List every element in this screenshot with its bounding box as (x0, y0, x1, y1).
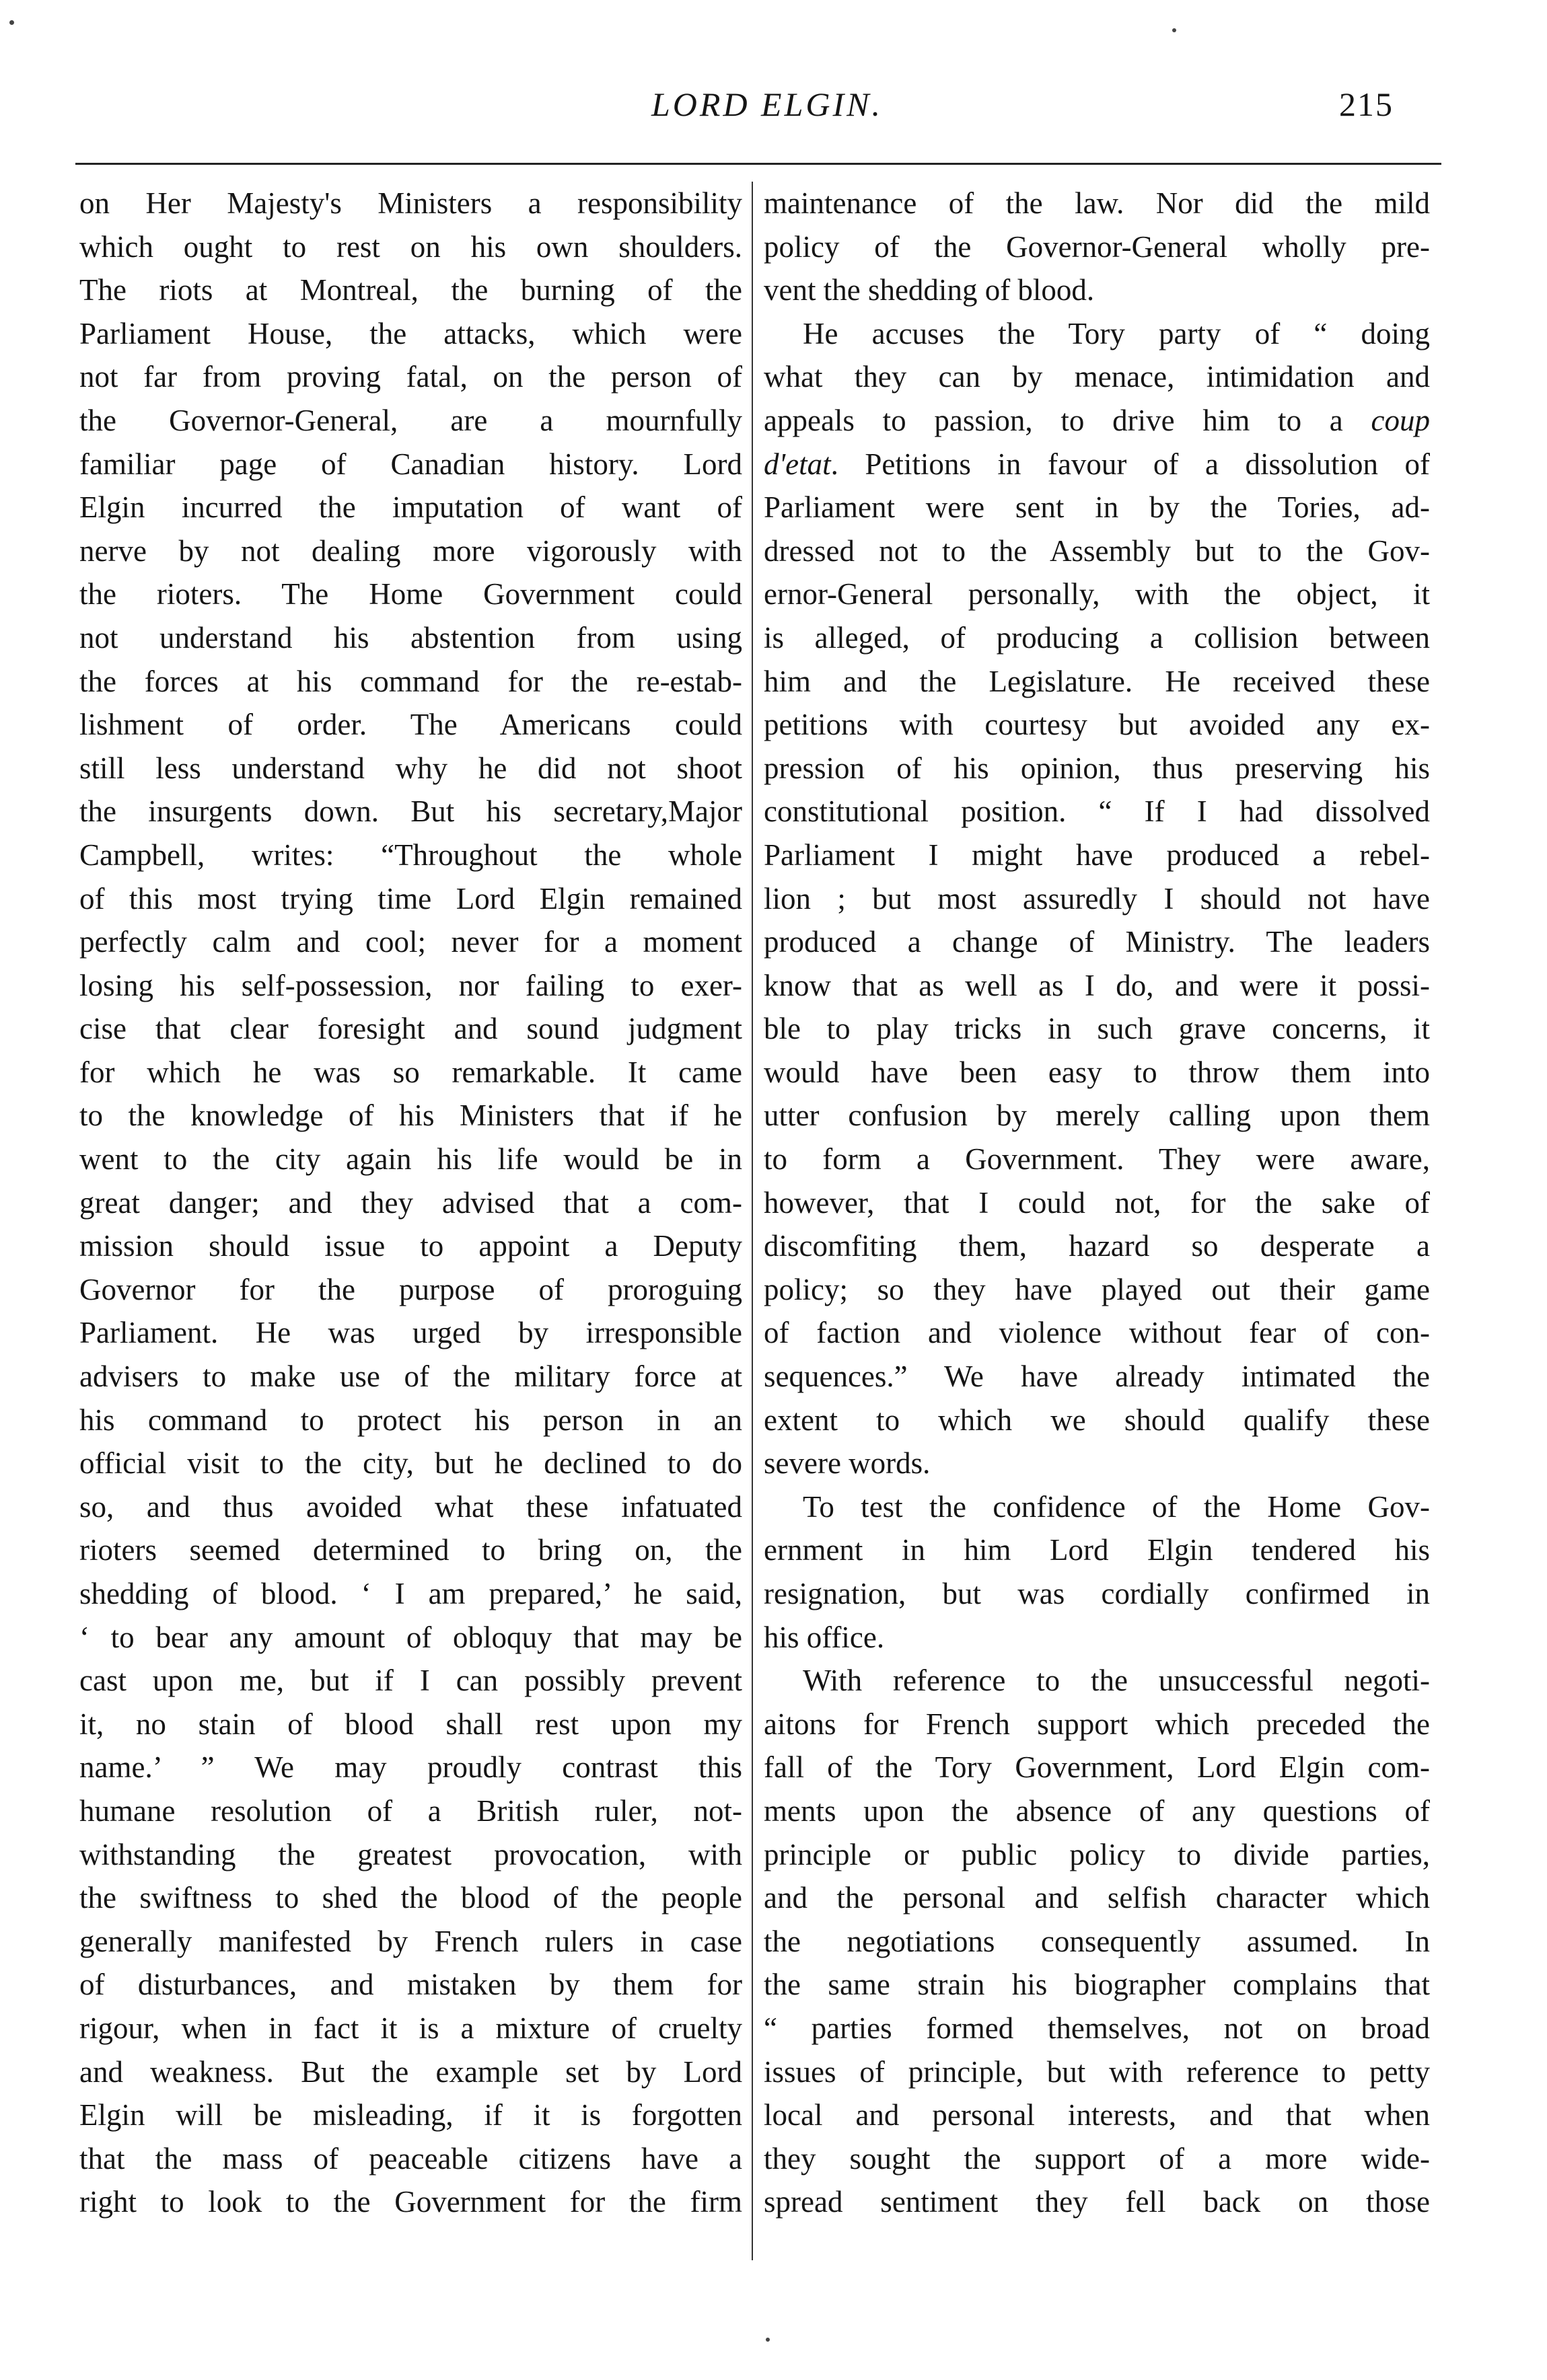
text-line: still less understand why he did not shoot (79, 751, 742, 785)
text-line: official visit to the city, but he declined to do (79, 1446, 742, 1481)
text-line: and weakness. But the example set by Lord (79, 2054, 742, 2089)
header-rule (75, 163, 1441, 165)
text-line: rigour, when in fact it is a mixture of cruelty (79, 2011, 742, 2045)
text-line: of faction and violence without fear of con- (764, 1316, 1430, 1350)
text-line: they sought the support of a more wide- (764, 2141, 1430, 2176)
left-column (79, 182, 742, 2224)
text-line: utter confusion by merely calling upon them (764, 1099, 1430, 1133)
text-line: ernment in him Lord Elgin tendered his (764, 1533, 1430, 1567)
text-line: petitions with courtesy but avoided any ex- (764, 708, 1430, 742)
text-line: constitutional position. “ If I had dissolved (764, 794, 1430, 829)
text-line: Campbell, writes: “Throughout the whole (79, 838, 742, 872)
text-line: losing his self-possession, nor failing to exer- (79, 968, 742, 1002)
text-line: dressed not to the Assembly but to the Gov- (764, 533, 1430, 568)
text-line: Elgin will be misleading, if it is forgotten (79, 2098, 742, 2132)
text-line: the Governor-General, are a mournfully (79, 403, 742, 437)
text-line: issues of principle, but with reference to petty (764, 2054, 1430, 2089)
text-line: of disturbances, and mistaken by them for (79, 1968, 742, 2002)
text-line: great danger; and they advised that a com- (79, 1185, 742, 1220)
text-line: ble to play tricks in such grave concerns, it (764, 1012, 1430, 1046)
text-line: principle or public policy to divide parties, (764, 1837, 1430, 1871)
text-line: of this most trying time Lord Elgin remained (79, 881, 742, 916)
text-line: lion ; but most assuredly I should not have (764, 881, 1430, 916)
print-speck (9, 20, 14, 25)
text-line: his command to protect his person in an (79, 1403, 742, 1437)
italic-phrase: coup (1371, 403, 1430, 437)
text-line: name.’ ” We may proudly contrast this (79, 1750, 742, 1785)
text-line: to form a Government. They were aware, (764, 1142, 1430, 1177)
text-line: right to look to the Government for the firm (79, 2185, 742, 2219)
text-line: Parliament I might have produced a rebel- (764, 838, 1430, 872)
text-line: that the mass of peaceable citizens have a (79, 2141, 742, 2176)
text-line: maintenance of the law. Nor did the mild (764, 186, 1430, 220)
page-number: 215 (1339, 85, 1394, 123)
text-line: perfectly calm and cool; never for a moment (79, 925, 742, 959)
text-line: spread sentiment they fell back on those (764, 2185, 1430, 2219)
text-line: the insurgents down. But his secretary,Major (79, 794, 742, 829)
text-line: With reference to the unsuccessful negoti- (803, 1664, 1430, 1698)
text-line: the rioters. The Home Government could (79, 577, 742, 611)
text-line: fall of the Tory Government, Lord Elgin com- (764, 1750, 1430, 1785)
right-column (764, 182, 1430, 2224)
text-line: would have been easy to throw them into (764, 1055, 1430, 1089)
text-line: produced a change of Ministry. The leaders (764, 925, 1430, 959)
text-line: advisers to make use of the military force at (79, 1360, 742, 1394)
text-line: lishment of order. The Americans could (79, 708, 742, 742)
text-line: rioters seemed determined to bring on, the (79, 1533, 742, 1567)
text-line: discomfiting them, hazard so desperate a (764, 1229, 1430, 1263)
text-line: Elgin incurred the imputation of want of (79, 490, 742, 525)
text-line: Governor for the purpose of proroguing (79, 1272, 742, 1306)
text-line: withstanding the greatest provocation, with (79, 1837, 742, 1871)
text-line: To test the confidence of the Home Gov- (803, 1489, 1430, 1524)
italic-phrase: d'etat (764, 447, 831, 481)
text-line: it, no stain of blood shall rest upon my (79, 1707, 742, 1741)
text-line: appeals to passion, to drive him to a coup (764, 403, 1430, 437)
text-line: so, and thus avoided what these infatuated (79, 1489, 742, 1524)
text-line: vent the shedding of blood. (764, 273, 1095, 307)
text-line: what they can by menace, intimidation and (764, 360, 1430, 394)
text-line: nerve by not dealing more vigorously with (79, 533, 742, 568)
text-line: aitons for French support which preceded the (764, 1707, 1430, 1741)
text-line: Parliament House, the attacks, which were (79, 316, 742, 350)
text-line: policy; so they have played out their game (764, 1272, 1430, 1306)
text-line: Parliament were sent in by the Tories, ad- (764, 490, 1430, 525)
text-line: ernor-General personally, with the object, it (764, 577, 1430, 611)
text-line: severe words. (764, 1446, 931, 1481)
running-title: LORD ELGIN. (651, 85, 884, 123)
text-line: resignation, but was cordially confirmed in (764, 1577, 1430, 1610)
text-line: the negotiations consequently assumed. In (764, 1924, 1430, 1958)
text-line: on Her Majesty's Ministers a responsibility (79, 186, 742, 220)
text-line: Parliament. He was urged by irresponsible (79, 1316, 742, 1350)
text-line: “ parties formed themselves, not on broad (764, 2011, 1430, 2045)
text-line: the forces at his command for the re-estab- (79, 664, 742, 698)
text-line: He accuses the Tory party of “ doing (803, 316, 1430, 350)
text-line: and the personal and selfish character which (764, 1881, 1430, 1915)
print-speck (766, 2338, 770, 2342)
text-line: which ought to rest on his own shoulders. (79, 229, 742, 264)
text-line: him and the Legislature. He received these (764, 664, 1430, 698)
text-line: cast upon me, but if I can possibly prevent (79, 1664, 742, 1698)
text-line: ‘ to bear any amount of obloquy that may be (79, 1620, 742, 1654)
text-line: mission should issue to appoint a Deputy (79, 1229, 742, 1263)
text-line: shedding of blood. ‘ I am prepared,’ he said, (79, 1577, 742, 1610)
running-head (0, 79, 1547, 133)
text-line: familiar page of Canadian history. Lord (79, 447, 742, 481)
text-line: ments upon the absence of any questions of (764, 1793, 1430, 1828)
text-line: humane resolution of a British ruler, not- (79, 1793, 742, 1828)
text-line: extent to which we should qualify these (764, 1403, 1430, 1437)
text-line: d'etat. Petitions in favour of a dissolution of (764, 447, 1430, 481)
text-line: policy of the Governor-General wholly pre- (764, 229, 1430, 264)
text-line: to the knowledge of his Ministers that if he (79, 1099, 742, 1133)
text-line: his office. (764, 1620, 885, 1654)
text-line: the same strain his biographer complains that (764, 1968, 1430, 2002)
text-line: The riots at Montreal, the burning of the (79, 273, 742, 307)
text-line: local and personal interests, and that when (764, 2098, 1430, 2132)
text-line: pression of his opinion, thus preserving his (764, 751, 1430, 785)
column-divider (752, 182, 753, 2260)
text-line: is alleged, of producing a collision between (764, 620, 1430, 655)
text-line: generally manifested by French rulers in case (79, 1924, 742, 1958)
text-line: the swiftness to shed the blood of the people (79, 1881, 742, 1915)
print-speck (1172, 28, 1176, 32)
text-line: however, that I could not, for the sake of (764, 1185, 1430, 1220)
text-line: not far from proving fatal, on the person of (79, 360, 742, 394)
text-line: know that as well as I do, and were it possi- (764, 968, 1430, 1002)
text-line: for which he was so remarkable. It came (79, 1055, 742, 1089)
text-line: not understand his abstention from using (79, 620, 742, 655)
text-line: went to the city again his life would be in (79, 1142, 742, 1177)
text-line: sequences.” We have already intimated the (764, 1360, 1430, 1394)
text-line: cise that clear foresight and sound judgment (79, 1012, 742, 1046)
